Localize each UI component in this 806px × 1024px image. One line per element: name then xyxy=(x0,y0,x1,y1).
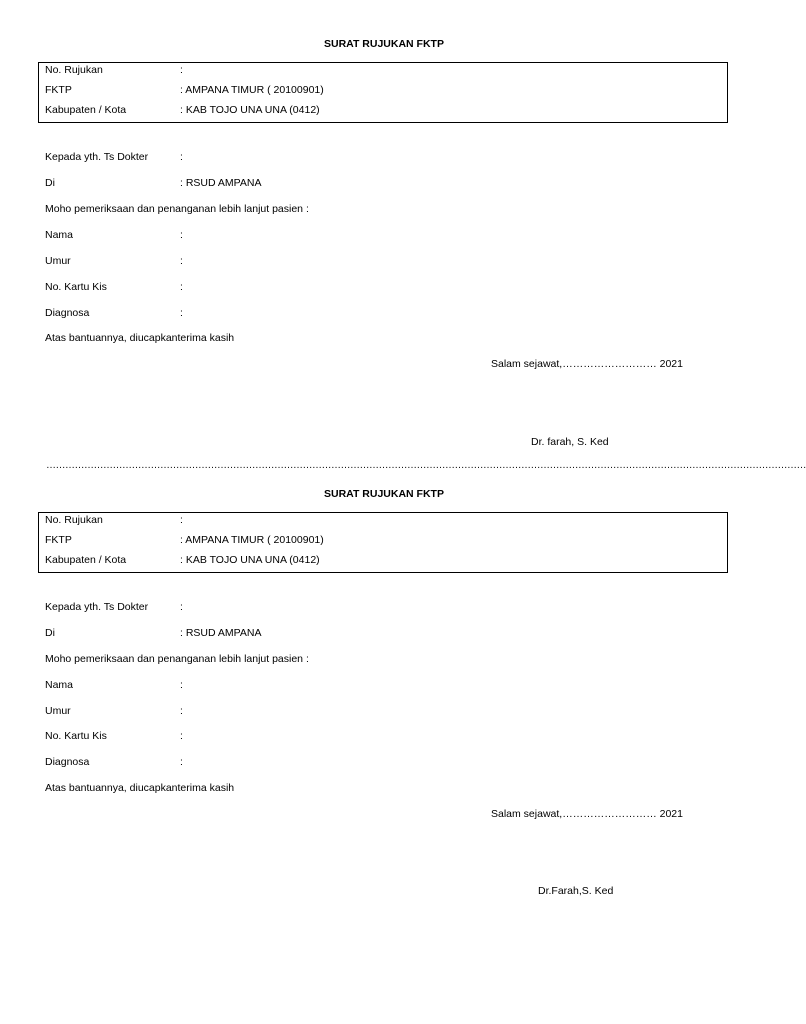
signature-name: Dr.Farah,S. Ked xyxy=(538,885,614,897)
regency-label: Kabupaten / Kota xyxy=(45,554,127,566)
referral-letter-1 xyxy=(0,0,768,450)
age-label: Umur xyxy=(45,255,71,267)
age-value: : xyxy=(180,255,183,267)
cut-line-divider: …………………………………………………………………………………………………………………………………………………………………………………………………………………… xyxy=(46,460,806,471)
name-value: : xyxy=(180,679,183,691)
recipient-value: : xyxy=(180,601,183,613)
recipient-value: : xyxy=(180,151,183,163)
referral-number-label: No. Rujukan xyxy=(45,64,103,76)
signature-name: Dr. farah, S. Ked xyxy=(531,436,609,448)
card-number-value: : xyxy=(180,730,183,742)
name-label: Nama xyxy=(45,229,74,241)
recipient-label: Kepada yth. Ts Dokter xyxy=(45,601,149,613)
regency-value: : KAB TOJO UNA UNA (0412) xyxy=(180,554,320,566)
age-value: : xyxy=(180,705,183,717)
fktp-value: : AMPANA TIMUR ( 20100901) xyxy=(180,534,324,546)
header-box xyxy=(38,62,728,123)
referral-number-value: : xyxy=(180,64,183,76)
diagnosis-label: Diagnosa xyxy=(45,756,90,768)
location-value: : RSUD AMPANA xyxy=(180,627,262,639)
regency-value: : KAB TOJO UNA UNA (0412) xyxy=(180,104,320,116)
referral-letter-2 xyxy=(0,450,806,900)
name-value: : xyxy=(180,229,183,241)
thanks-text: Atas bantuannya, diucapkanterima kasih xyxy=(45,332,235,344)
letter-title: SURAT RUJUKAN FKTP xyxy=(324,38,444,50)
age-label: Umur xyxy=(45,705,71,717)
card-number-value: : xyxy=(180,281,183,293)
diagnosis-label: Diagnosa xyxy=(45,307,90,319)
request-text: Moho pemeriksaan dan penanganan lebih lanjut pasien : xyxy=(45,653,309,665)
letter-title: SURAT RUJUKAN FKTP xyxy=(324,488,444,500)
fktp-label: FKTP xyxy=(45,534,72,546)
location-label: Di xyxy=(45,627,55,639)
card-number-label: No. Kartu Kis xyxy=(45,281,107,293)
diagnosis-value: : xyxy=(180,756,183,768)
diagnosis-value: : xyxy=(180,307,183,319)
fktp-value: : AMPANA TIMUR ( 20100901) xyxy=(180,84,324,96)
fktp-label: FKTP xyxy=(45,84,72,96)
thanks-text: Atas bantuannya, diucapkanterima kasih xyxy=(45,782,235,794)
referral-number-label: No. Rujukan xyxy=(45,514,103,526)
location-value: : RSUD AMPANA xyxy=(180,177,262,189)
recipient-label: Kepada yth. Ts Dokter xyxy=(45,151,149,163)
request-text: Moho pemeriksaan dan penanganan lebih lanjut pasien : xyxy=(45,203,309,215)
referral-number-value: : xyxy=(180,514,183,526)
regency-label: Kabupaten / Kota xyxy=(45,104,127,116)
location-label: Di xyxy=(45,177,55,189)
header-box xyxy=(38,512,728,573)
name-label: Nama xyxy=(45,679,74,691)
greeting-text: Salam sejawat,……………………… 2021 xyxy=(491,358,683,370)
card-number-label: No. Kartu Kis xyxy=(45,730,107,742)
greeting-text: Salam sejawat,……………………… 2021 xyxy=(491,808,683,820)
